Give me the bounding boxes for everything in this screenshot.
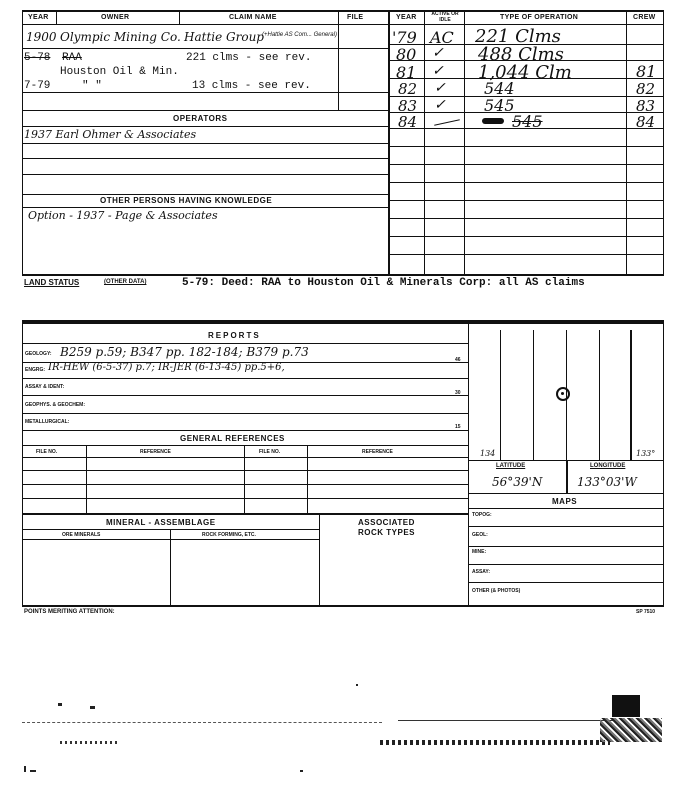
owner-row-4-owner: " " [82,80,102,92]
activity-row-5-type: 545 [484,96,515,115]
other-persons-entry: Option - 1937 - Page & Associates [28,209,218,222]
owner-row-1-note: (+Hattie AS Com... General) [262,32,337,38]
type-of-operation-header: TYPE OF OPERATION [500,14,579,21]
activity-row-6-year: 84 [398,113,418,131]
activity-row-3-type: 1,044 Clm [478,62,572,83]
activity-row-4-active: ✓ [434,80,446,96]
owner-header: OWNER [101,14,130,21]
longitude-value: 133°03'W [577,475,637,489]
rock-forming-label: ROCK FORMING, ETC. [202,532,256,538]
engrg-value: IR-HEW (6-5-37) p.7; IR-JER (6-13-45) pp.5+6, [48,362,285,373]
assay-label: ASSAY & IDENT: [25,384,65,390]
active-idle-header: ACTIVE OR IDLE [431,11,459,23]
operators-label: OPERATORS [173,114,228,123]
activity-row-6-type: 545 [512,112,543,131]
activity-row-5-crew: 83 [636,97,656,115]
activity-row-3-crew: 81 [636,62,657,81]
ref-col-reference-2: REFERENCE [362,449,393,455]
owner-row-1-year: 1900 [26,30,57,44]
activity-row-5-active: ✓ [434,97,446,113]
owner-row-1-owner: Olympic Mining Co. [60,30,181,44]
activity-row-3-active: ✓ [432,63,444,79]
topog-label: TOPOG: [472,512,492,518]
activity-row-1-type: 221 Clms [475,26,561,47]
metallurgical-label: METALLURGICAL: [25,419,70,425]
form-number: SP 7510 [636,609,656,615]
owner-row-2-year: 5-78 [24,52,51,64]
engrg-label: ENGRG: [25,367,45,373]
land-status-value: 5-79: Deed: RAA to Houston Oil & Minerals Corp: all AS claims [182,277,585,289]
geology-num: 46 [455,357,461,363]
geol-label: GEOL: [472,532,488,538]
points-meriting-attention-label: POINTS MERITING ATTENTION: [24,609,115,615]
maps-label: MAPS [552,497,578,506]
claim-name-header: CLAIM NAME [229,14,277,21]
ref-col-file-1: FILE NO. [36,449,58,455]
activity-row-4-type: 544 [484,79,515,98]
owner-row-2-owner: RAA [62,52,82,64]
map-left-label: 134 [480,449,496,458]
geology-label: GEOLOGY: [25,351,52,357]
owner-row-4-claim: 13 clms - see rev. [192,80,311,92]
activity-row-2-active: ✓ [432,45,444,61]
owner-row-4-year: 7-79 [24,80,51,92]
ref-col-reference-1: REFERENCE [140,449,171,455]
geophys-label: GEOPHYS. & GEOCHEM: [25,402,86,408]
land-status-sublabel: (OTHER DATA) [104,279,147,285]
rock-types-label: ROCK TYPES [358,528,416,537]
activity-row-2-type: 488 Clms [478,44,564,65]
ore-minerals-label: ORE MINERALS [62,532,101,538]
crew-header: CREW [633,14,656,21]
mineral-assemblage-title: MINERAL - ASSEMBLAGE [106,518,216,527]
land-status-label: LAND STATUS [24,278,80,287]
activity-row-6-crew: 84 [636,113,656,131]
latitude-label: LATITUDE [496,463,526,469]
year2-header: YEAR [396,14,417,21]
latitude-value: 56°39'N [492,475,543,489]
activity-row-4-crew: 82 [636,80,656,98]
location-marker-dot-icon [561,392,564,395]
year-header: YEAR [28,14,49,21]
activity-row-6-scribble [482,118,504,124]
activity-row-1-year: '79 [392,28,417,47]
metallurgical-num: 15 [455,424,461,430]
owner-row-2-claim: 221 clms - see rev. [186,52,312,64]
mine-label: MINE: [472,549,487,555]
assay-map-label: ASSAY: [472,569,491,575]
activity-row-6-active-mark [434,119,460,125]
ref-col-file-2: FILE NO. [259,449,281,455]
operators-entry: 1937 Earl Ohmer & Associates [24,128,197,141]
associated-label: ASSOCIATED [358,518,415,527]
geology-value: B259 p.59; B347 pp. 182-184; B379 p.73 [60,345,309,359]
other-persons-label: OTHER PERSONS HAVING KNOWLEDGE [100,196,273,205]
assay-num: 30 [455,390,461,396]
activity-row-3-year: 81 [396,63,417,82]
owner-row-3-owner: Houston Oil & Min. [60,66,179,78]
activity-row-2-year: 80 [396,45,417,64]
activity-row-1-active: AC [430,28,454,47]
owner-row-1-claim: Hattie Group [184,30,264,44]
general-references-title: GENERAL REFERENCES [180,434,285,443]
file-header: FILE [347,14,364,21]
reports-title: REPORTS [208,331,261,340]
map-right-label: 133° [636,449,656,458]
longitude-label: LONGITUDE [590,463,626,469]
activity-row-5-year: 83 [398,97,418,115]
other-photos-label: OTHER (& PHOTOS) [472,588,521,594]
activity-row-4-year: 82 [398,80,418,98]
